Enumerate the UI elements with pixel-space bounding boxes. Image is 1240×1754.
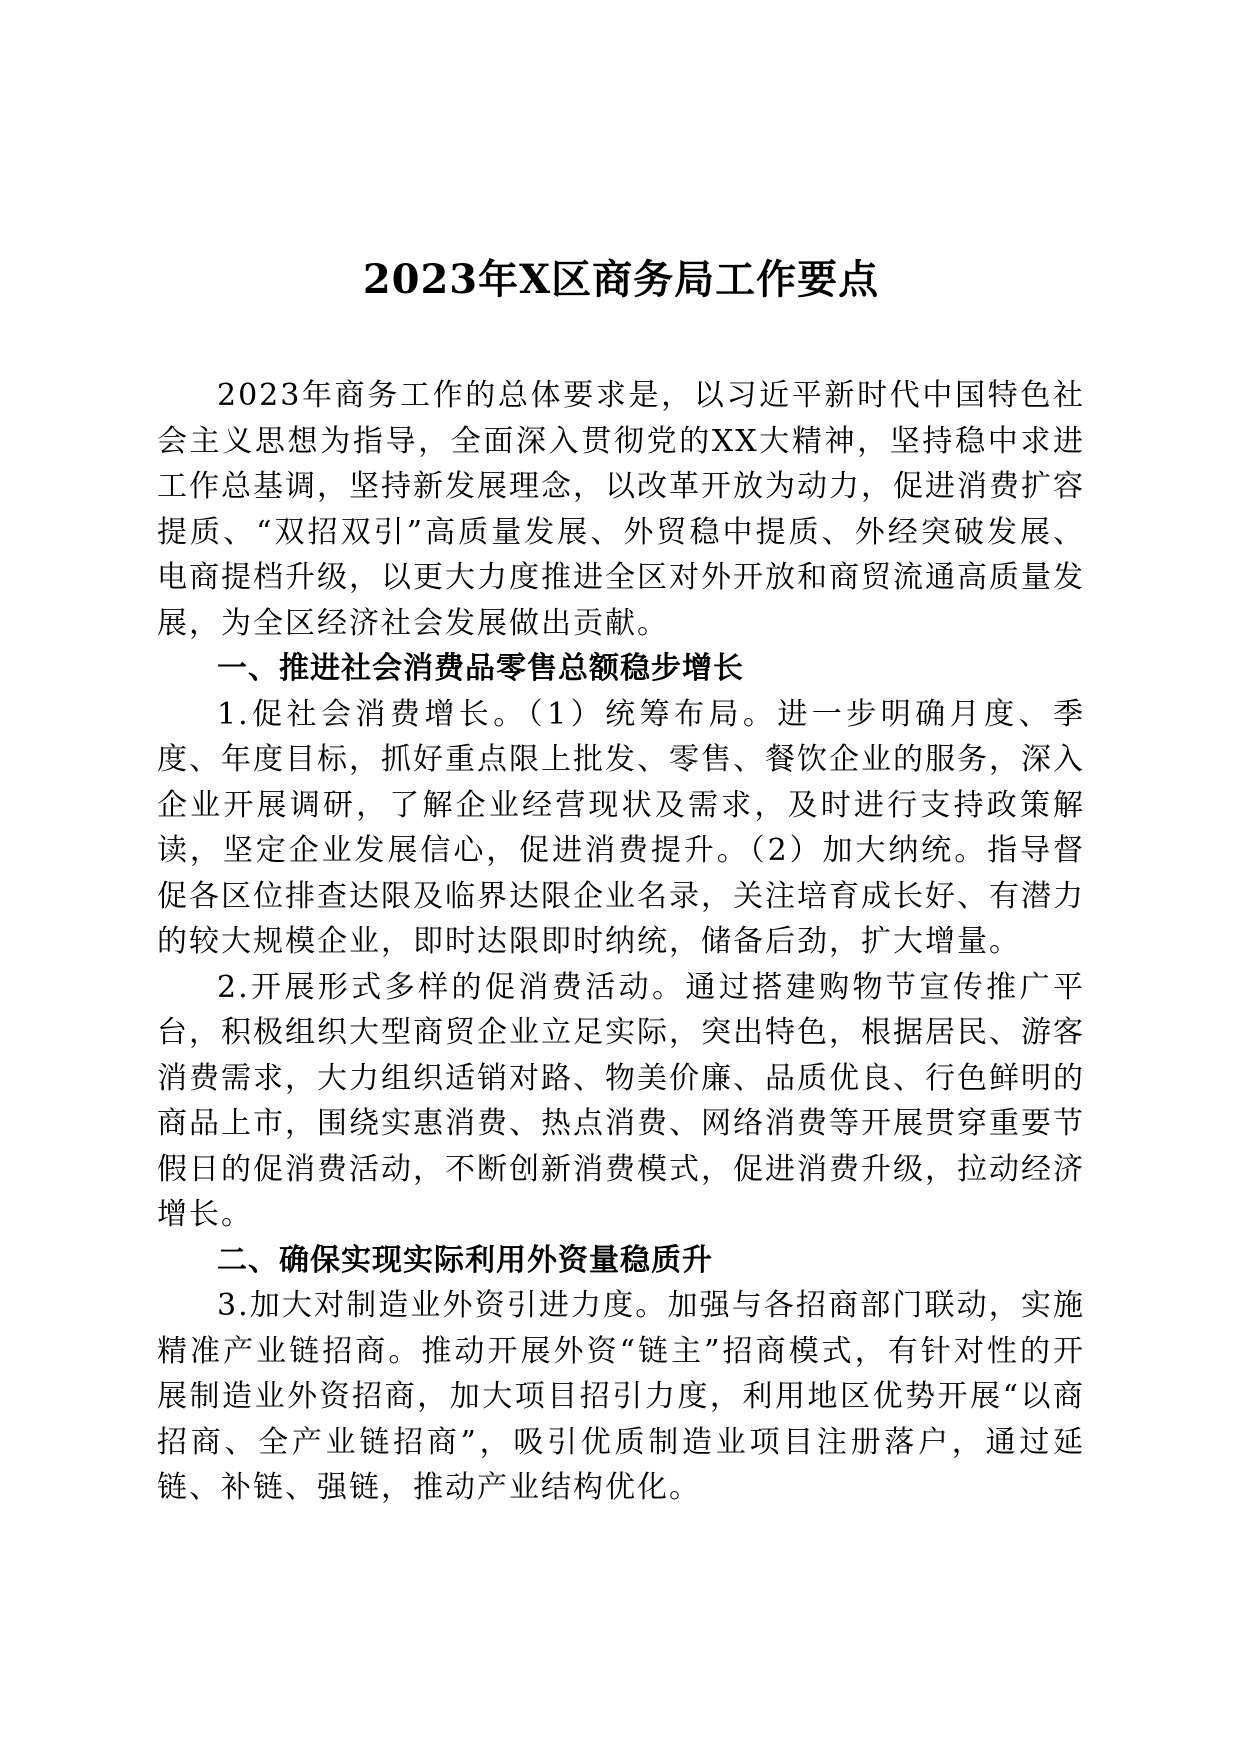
paragraph-item-3: 3.加大对制造业外资引进力度。加强与各招商部门联动，实施精准产业链招商。推动开展外资“链主”招商模式，有针对性的开展制造业外资招商，加大项目招引力度，利用地区优势开展“以商招商、全产业链招商”，吸引优质制造业项目注册落户，通过延链、补链、强链，推动产业结构优化。 xyxy=(157,1288,1085,1505)
document-title: 2023年X区商务局工作要点 xyxy=(362,256,880,303)
paragraph-item-1: 1.促社会消费增长。（1）统筹布局。进一步明确月度、季度、年度目标，抓好重点限上批发、零售、餐饮企业的服务，深入企业开展调研，了解企业经营现状及需求，及时进行支持政策解读，坚定企业发展信心，促进消费提升。（2）加大纳统。指导督促各区位排查达限及临界达限企业名录，关注培育成长好、有潜力的较大规模企业，即时达限即时纳统，储备后劲，扩大增量。 xyxy=(157,696,1085,959)
section-heading-2: 二、确保实现实际利用外资量稳质升 xyxy=(217,1242,713,1278)
document-body xyxy=(157,373,1085,1511)
intro-paragraph: 2023年商务工作的总体要求是，以习近平新时代中国特色社会主义思想为指导，全面深入贯彻党的XX大精神，坚持稳中求进工作总基调，坚持新发展理念，以改革开放为动力，促进消费扩容提质、“双招双引”高质量发展、外贸稳中提质、外经突破发展、电商提档升级，以更大力度推进全区对外开放和商贸流通高质量发展，为全区经济社会发展做出贡献。 xyxy=(157,378,1085,641)
document-page xyxy=(157,0,1085,1754)
section-heading-1: 一、推进社会消费品零售总额稳步增长 xyxy=(217,651,744,686)
paragraph-item-2: 2.开展形式多样的促消费活动。通过搭建购物节宣传推广平台，积极组织大型商贸企业立足实际，突出特色，根据居民、游客消费需求，大力组织适销对路、物美价廉、品质优良、行色鲜明的商品上市，围绕实惠消费、热点消费、网络消费等开展贯穿重要节假日的促消费活动，不断创新消费模式，促进消费升级，拉动经济增长。 xyxy=(157,969,1085,1232)
